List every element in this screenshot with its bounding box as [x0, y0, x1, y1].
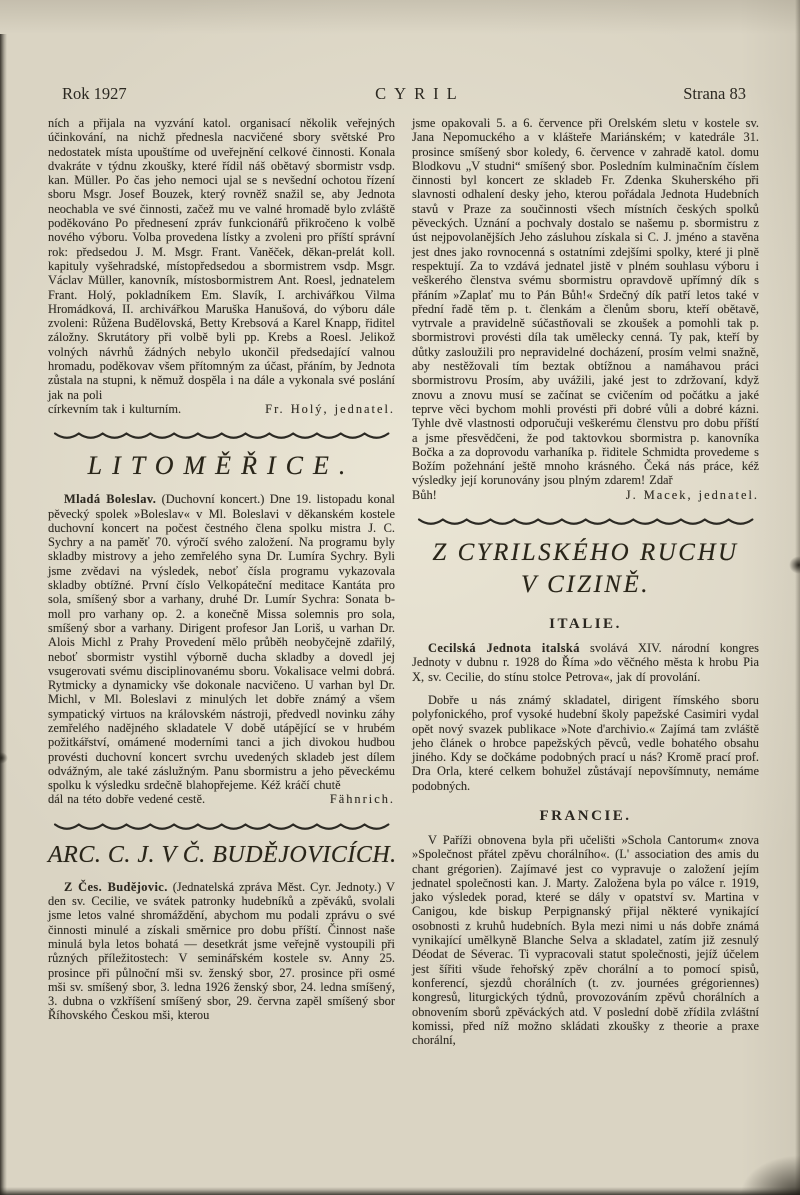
- wave-glyph: [417, 515, 754, 528]
- year-label: Rok 1927: [62, 84, 127, 103]
- budejovice-continuation-paragraph: jsme opakovali 5. a 6. července při Orelském sletu v kostele sv. Jana Nepomuckého a v klášteře Mariánském; v katedrále 31. prosince smíšený sbor koledy, 6. července v zahradě katol. domu Blodkovu „V studni“ smíšený sbor. Posledním kulminačním číslem činnosti byl koncert ze skladeb Fr. Zdenka Skuherského při slavnosti odhalení desky jeho, kterou pořádala Jednota Hudebních stavů v Praze za součinnosti všech místních českých spolků pěveckých. Uznání a pochvaly dostalo se našemu p. sbormistru z úst nejpovolanějších Jeho zásluhou získala si C. J. jméno a stavěna jest dnes jako rovnocenná s ostatními zdejšími spolky, které ji plně respektují. Za to vzdává jednatel jistě v plném souhlasu výboru i veškerého členstva svému sbormistru opravdově upřímný dík s přáním »Zaplať mu to Pán Bůh!« Srdečný dík patří letos také v přední řadě těm p. t. členkám a členům sboru, kteří obětavě, vytrvale a pravidelně súčastňovali se zkoušek a pomohli tak p. sbormistrovi provésti díla tak umělecky cenná. Ty pak, kteří by důtky zasloužili pro nepravidelné docházení, prosím velmi snažně, aby nestěžovali tím beztak obtížnou a namáhavou práci sbormistrovu Prosím, aby uvážili, jaké jest to zdržovaní, když znovu a znovu musí se začínat se cvičením od počátku a jaké teprve věci bychom mohli provésti při dobré vůli a dobré kázni. Tyhle dvě vlastnosti odporučuji veškerému členstvu pro dobu příští a jsme přesvědčeni, že pod taktovkou sbormistra p. kanovníka Bočka a za doprovodu varhaníka p. řiditele Schmidta provedeme s Božím požehnání ještě mnoho krásného. Čeká nás práce, kéž výsledky její korunovány jsou plným zdarem! Zdař: [412, 116, 759, 488]
- section-title-cizina: [412, 537, 759, 601]
- report-text: (Jednatelská zpráva Měst. Cyr. Jednoty.) V den sv. Cecilie, ve svátek patronky hudebníků a zpěváků, svolali jsme letos valné shromáždění, abychom mu podali zprávu o své činnosti minulé a získali směrnice pro dobu příští. Činnost naše minulá byla letos bohatá — desetkrát jsme veřejně vystoupili při různých příležitostech: V seminářském kostele sv. Anny 25. prosince při půlnoční mši sv. ženský sbor, 27. prosince při osmé mši sv. smíšený sbor, 3. ledna 1926 ženský sbor, 24. ledna smíšený, 3. dubna o vzkříšení smíšený sbor, 29. června zapěl smíšený sbor Říhovského Českou mši, kterou: [48, 879, 395, 1023]
- closing-text: dál na této dobře vedené cestě.: [48, 792, 206, 807]
- cizina-title-line1: Z CYRILSKÉHO RUCHU: [432, 539, 739, 567]
- italie-paragraph-2: Dobře u nás známý skladatel, dirigent římského sboru polyfonického, prof vysoké hudební školy papežské Casimiri vydal opět nový svazek publikace »Note d'archivio.« Zajímá tam zvláště jeho článek o hrobce papežských pěvců, vedle bohatého obsahu jiného. Kdy se dočkáme podobných prací u nás? Kromě prací prof. Dra Orla, které celkem bohužel zůstávají nepovšímnuty, nemáme podobných.: [412, 692, 759, 793]
- report-text: svolává XIV. národní kongres Jednoty v dubnu r. 1928 do Říma »do věčného města k hrobu Pia X, sv. Cecilie, do stínu stolce Petrova«, jak dí provolání.: [412, 641, 759, 684]
- paragraph-closing-line: [48, 792, 395, 806]
- italie-paragraph: [412, 641, 759, 684]
- scan-edge-bottom: [0, 1187, 800, 1195]
- scan-speck: [789, 556, 800, 574]
- paragraph-closing-line: [48, 402, 395, 416]
- scan-corner-shadow: [740, 1155, 800, 1195]
- continuation-paragraph: ních a přijala na vyzvání katol. organisací několik veřejných účinkování, na nichž přednesla nacvičené sbory světské Pro nedostatek místa upouštíme od uveřejnění celkové činnosti. Konala dvakráte v týdnu zkoušky, které řídil náš obětavý sbormistr vsdp. kan. Müller. Po čas jeho nemoci ujal se s nevšední ochotou řízení sboru Msgr. Josef Bouzek, který rovněž snažil se, aby Jednota neochabla ve své činnosti, začež mu ve valné hromadě bylo zvláště poděkováno Po přednesení zpráv funkcionářů přikročeno k volbě nového výboru. Volba provedena lístky a zvoleni pro příští správní rok: předsedou J. M. Msgr. Frant. Vaněček, děkan-prelát koll. kapituly vyšehradské, místopředsedou a sbormistrem vsdp. Msgr. Václav Müller, kanovník, místosbormistrem Ant. Roesl, jednatelem Frant. Holý, pokladníkem Em. Slavík, I. archivářkou Vilma Hromádková, II. archivářkou Maruška Hanušová, do výboru dále zvoleni: Růžena Budělovská, Betty Krebsová a Karel Knapp, řiditel záložny. Skrutátory při volbě byli pp. Krebs a Roesl. Jelikož volných návrhů žádných nebylo ukončil předsedající valnou hromadu, poděkovav všem přítomným za účast, přáním, by Jednota zůstala na stupni, k němuž dospěla i na dále a vykonala své poslání jak na poli: [48, 116, 395, 402]
- francie-paragraph: V Paříži obnovena byla při učelišti »Schola Cantorum« znova »Společnost přátel zpěvu chorálního«. (L' association des amis du chant grégorien). Zajímavé jest co vypravuje o založení jejím jednatel společnosti kan. J. Marty. Založena byla po válce r. 1919, jako výsledek porad, které se dály v opatství sv. Martina v Canigou, kde biskup Perpignanský přijal některé vynikající osobnosti z kruhů hudebních. Byla mezi nimi u nás dobře známá vynikající umělkyně Blanche Selva a skladatel, zatím již zesnulý Déodat de Séverac. Ti vypracovali statut společnosti, jejíž účelem jest šířiti všude řehořský zpěv chorální a to pomocí spisů, konferencí, sjezdů chorálních (t. zv. journées grégoriennes) kongresů, liturgických týdnů, provozováním zpěvů chorálních a obnovením sborů zpěváckých atd. V poslední době zřídila zvláštní komissi, před níž možno skládati zkoušky z theorie a praxe chorální,: [412, 832, 759, 1048]
- budejovice-report-paragraph: [48, 880, 395, 1023]
- right-column: [412, 116, 759, 1047]
- signature: Fr. Holý, jednatel.: [265, 401, 395, 416]
- litomerice-report-paragraph: [48, 492, 395, 792]
- wave-glyph: [53, 820, 390, 833]
- country-title-italie: ITALIE.: [549, 616, 622, 633]
- journal-title: CYRIL: [375, 84, 465, 103]
- signature: J. Macek, jednatel.: [625, 487, 759, 502]
- section-title-litomerice: LITOMĚŘICE.: [87, 451, 356, 481]
- wavy-separator: [53, 820, 390, 833]
- signature: Fähnrich.: [329, 792, 395, 807]
- scan-speck: [0, 752, 8, 764]
- left-column: [48, 116, 395, 1047]
- scan-edge-left: [0, 34, 7, 1195]
- wavy-separator: [53, 429, 390, 442]
- report-lead: Mladá Boleslav.: [64, 492, 157, 507]
- text-columns: [48, 116, 760, 1047]
- scan-edge-right: [795, 0, 800, 1195]
- report-lead: Cecilská Jednota italská: [428, 641, 580, 656]
- page-header: [62, 84, 746, 104]
- closing-text: církevním tak i kulturním.: [48, 401, 182, 416]
- closing-text: Bůh!: [412, 487, 437, 502]
- country-title-francie: FRANCIE.: [539, 807, 632, 824]
- wavy-separator: [417, 515, 754, 528]
- report-lead: Z Čes. Budějovic.: [64, 879, 168, 894]
- page-number: Strana 83: [683, 84, 746, 103]
- cizina-title-line2: V CIZINĚ.: [521, 571, 650, 599]
- report-text: (Duchovní koncert.) Dne 19. listopadu konal pěvecký spolek »Boleslav« v Ml. Boleslavi v děkanském kostele duchovní koncert na počest čestného člena spolku mistra J. C. Sychry a na paměť 70. výročí svého založení. Na programu byly skladby mistrovy a jeho zemřelého syna Dr. Lumíra Sychry. Byli jsme zvědavi na výsledek, neboť čísla programu vykazovala skladby obtížné. První číslo Velkopáteční meditace Kantáta pro sola, smíšený sbor a varhany, druhé Dr. Lumír Sychra: Sonata b-moll pro varhany op. 2. a konečně Missa solemnis pro sola, smíšený sbor a varhany. Dirigent profesor Jan Loriš, u varhan Dr. Alois Michl z Prahy Provedení mělo průběh neobyčejně zdařilý, neboť sbormistr vystihl výborně ducha skladby a dovedl jej vsugerovati svému disciplinovanému sboru. Vokalisace velmi dobrá. Rytmicky a dynamicky vše dokonale nacvičeno. U varhan byl Dr. Michl, v Ml. Boleslavi z minulých let dobře známý a všem sympatický virtuos na královském nástroji, předvedl novinku záhy zemřelého nadějného skladatele V době utápějící se v hrubém požitkářství, omámené moderními tanci a jich divokou hudbou provésti duchovní koncert svrchu uvedených skladeb jest dílem odvážným, ale také záslužným. Panu sbormistru a jeho pěveckému spolku k výsledku srdečně blahopřejeme. Kéž kráčí chutě: [48, 492, 396, 793]
- wave-glyph: [53, 429, 390, 442]
- section-title-budejovice: ARC. C. J. V Č. BUDĚJOVICÍCH.: [48, 841, 397, 868]
- paragraph-closing-line: [412, 488, 759, 502]
